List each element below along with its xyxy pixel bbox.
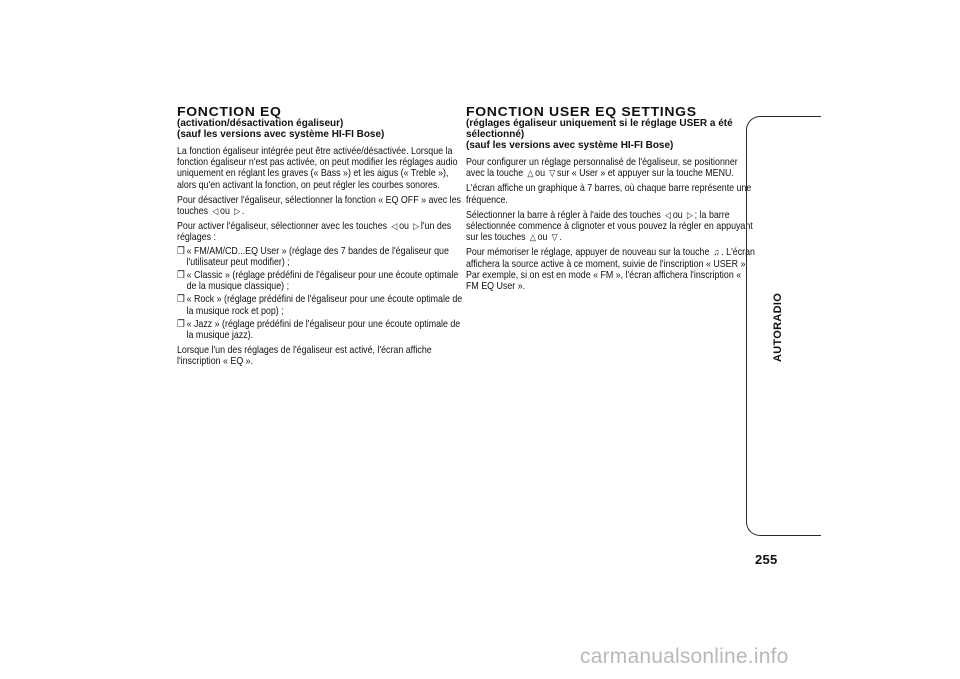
section-title-eq: FONCTION EQ: [177, 105, 282, 119]
list-item: ❒ « FM/AM/CD...EQ User » (réglage des 7 bandes de l'égaliseur que l'utilisateur peut modifier) ;: [177, 245, 449, 268]
paragraph: Lorsque l'un des réglages de l'égaliseur est activé, l'écran affiche l'inscription « EQ ».: [177, 345, 432, 368]
up-arrow-icon: △: [527, 168, 534, 179]
paragraph: Sélectionner la barre à régler à l'aide des touches ◁ ou ▷ ; la barre sélectionnée commence à clignoter et vous pouvez la régler en appuyant sur les touches △ ou ▽ .: [466, 209, 753, 244]
right-arrow-icon: ▷: [234, 206, 241, 217]
watermark: carmanualsonline.info: [580, 645, 789, 668]
section-subtitle: (sauf les versions avec système HI-FI Bose): [466, 139, 674, 151]
section-subtitle: (réglages égaliseur uniquement si le réglage USER a été sélectionné): [466, 117, 733, 140]
bullet-icon: ❒: [177, 270, 185, 282]
paragraph: Pour configurer un réglage personnalisé de l'égaliseur, se positionner avec la touche △ ou ▽ sur « User » et appuyer sur la touche MENU.: [466, 157, 738, 180]
paragraph: Pour désactiver l'égaliseur, sélectionner la fonction « EQ OFF » avec les touches ◁ ou ▷ .: [177, 194, 461, 218]
bullet-icon: ❒: [177, 245, 185, 257]
music-note-icon: ♫: [713, 247, 720, 258]
left-column: [177, 106, 467, 368]
section-subtitle: (activation/désactivation égaliseur): [177, 117, 344, 129]
paragraph: La fonction égaliseur intégrée peut être activée/désactivée. Lorsque la fonction égaliseur n'est pas activée, on peut modifier les réglages audio uniquement en réglant les graves (« Bass ») et les aigus (« Treble »), alors qu'en activant la fonction, on peut régler les courbes sonores.: [177, 146, 458, 191]
section-title-user-eq: FONCTION USER EQ SETTINGS: [466, 105, 697, 119]
left-arrow-icon: ◁: [391, 221, 398, 232]
list-item: ❒ « Rock » (réglage prédéfini de l'égaliseur pour une écoute optimale de la musique rock et pop) ;: [177, 294, 463, 317]
list-item: ❒ « Classic » (réglage prédéfini de l'égaliseur pour une écoute optimale de la musique classique) ;: [177, 270, 459, 293]
paragraph: Pour mémoriser le réglage, appuyer de nouveau sur la touche ♫ . L'écran affichera la source active à ce moment, suivie de l'inscription « USER ». Par exemple, si on est en mode « FM », l'écran affichera l'inscription « FM EQ User ».: [466, 247, 755, 293]
list-item: ❒ « Jazz » (réglage prédéfini de l'égaliseur pour une écoute optimale de la musique jazz).: [177, 318, 461, 342]
down-arrow-icon: ▽: [549, 168, 556, 179]
left-arrow-icon: ◁: [212, 206, 219, 217]
left-arrow-icon: ◁: [665, 209, 672, 220]
up-arrow-icon: △: [529, 232, 536, 243]
right-column: [466, 106, 756, 292]
page-number: 255: [755, 552, 778, 567]
bullet-icon: ❒: [177, 294, 185, 306]
right-arrow-icon: ▷: [686, 209, 693, 220]
section-subtitle: (sauf les versions avec système HI-FI Bose): [177, 128, 385, 140]
paragraph: Pour activer l'égaliseur, sélectionner avec les touches ◁ ou ▷ l'un des réglages :: [177, 221, 452, 244]
bullet-icon: ❒: [177, 318, 185, 330]
chapter-label-text: AUTORADIO: [772, 292, 784, 362]
down-arrow-icon: ▽: [551, 232, 558, 243]
right-arrow-icon: ▷: [413, 221, 420, 232]
paragraph: L'écran affiche un graphique à 7 barres, où chaque barre représente une fréquence.: [466, 183, 752, 206]
